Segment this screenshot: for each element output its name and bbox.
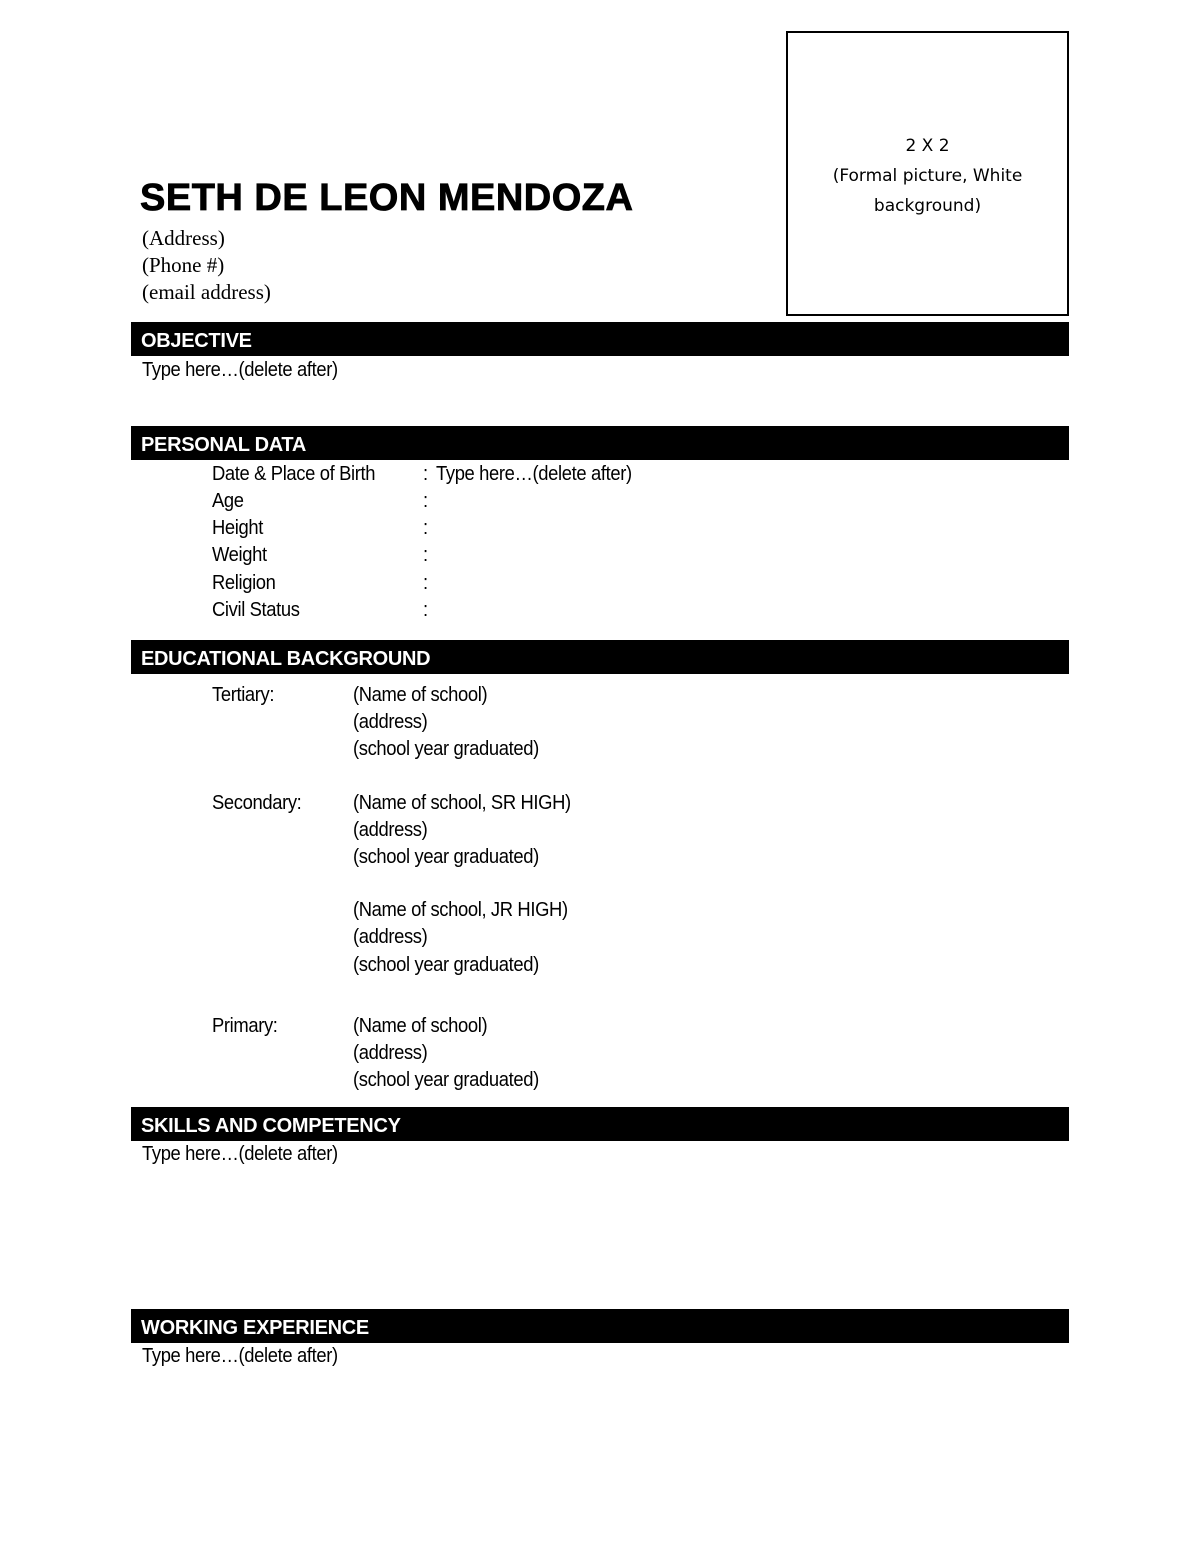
field-label: Civil Status — [212, 599, 300, 621]
field-label: Date & Place of Birth — [212, 463, 376, 485]
field-label: Age — [212, 490, 244, 512]
tertiary-address: (address) — [353, 711, 428, 733]
field-separator: : — [423, 599, 428, 621]
phone-line: (Phone #) — [142, 253, 225, 277]
primary-year: (school year graduated) — [353, 1069, 539, 1091]
tertiary-school: (Name of school) — [353, 684, 488, 706]
primary-label: Primary: — [212, 1015, 278, 1037]
secondary-label: Secondary: — [212, 792, 302, 814]
field-label: Height — [212, 517, 263, 539]
field-label: Weight — [212, 544, 267, 566]
tertiary-year: (school year graduated) — [353, 738, 539, 760]
education-heading: EDUCATIONAL BACKGROUND — [131, 640, 1069, 674]
personal-data-heading: PERSONAL DATA — [131, 426, 1069, 460]
field-separator: : — [423, 463, 428, 485]
photo-note-line2: background) — [873, 196, 982, 216]
field-separator: : — [423, 490, 428, 512]
resume-name: SETH DE LEON MENDOZA — [140, 177, 634, 219]
tertiary-label: Tertiary: — [212, 684, 275, 706]
work-experience-heading: WORKING EXPERIENCE — [131, 1309, 1069, 1343]
field-separator: : — [423, 544, 428, 566]
primary-address: (address) — [353, 1042, 428, 1064]
jr-high-address: (address) — [353, 926, 428, 948]
skills-text: Type here…(delete after) — [142, 1143, 338, 1165]
field-separator: : — [423, 517, 428, 539]
jr-high-school: (Name of school, JR HIGH) — [353, 899, 568, 921]
primary-school: (Name of school) — [353, 1015, 488, 1037]
photo-instructions — [788, 131, 1067, 221]
objective-heading: OBJECTIVE — [131, 322, 1069, 356]
work-experience-text: Type here…(delete after) — [142, 1345, 338, 1367]
photo-size-label: 2 X 2 — [905, 136, 950, 156]
skills-heading: SKILLS AND COMPETENCY — [131, 1107, 1069, 1141]
field-separator: : — [423, 572, 428, 594]
field-label: Religion — [212, 572, 276, 594]
jr-high-year: (school year graduated) — [353, 954, 539, 976]
email-line: (email address) — [142, 280, 271, 304]
photo-placeholder — [786, 31, 1069, 316]
address-line: (Address) — [142, 226, 225, 250]
field-value: Type here…(delete after) — [436, 463, 632, 485]
sr-high-year: (school year graduated) — [353, 846, 539, 868]
sr-high-school: (Name of school, SR HIGH) — [353, 792, 571, 814]
sr-high-address: (address) — [353, 819, 428, 841]
photo-note-line1: (Formal picture, White — [832, 166, 1023, 186]
objective-text: Type here…(delete after) — [142, 359, 338, 381]
